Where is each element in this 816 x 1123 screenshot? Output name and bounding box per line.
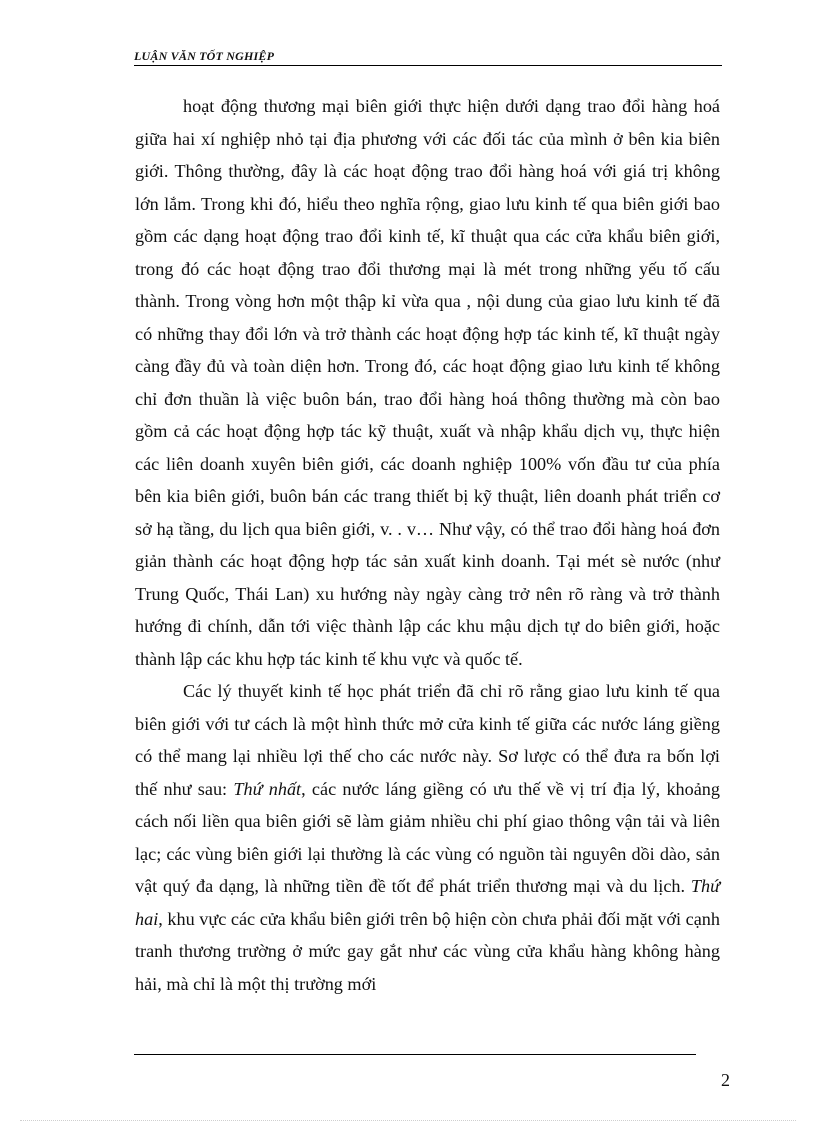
paragraph-text: , các nước láng giềng có ưu thế về vị trí địa lý, khoảng cách nối liền qua biên giới sẽ làm giảm nhiều chi phí giao thông vận tải và liên lạc; các vùng biên giới lại thường là các vùng có nguồn tài nguyên dồi dào, sản vật quý đa dạng, là những tiền đề tốt để phát triển thương mại và du lịch. <box>135 778 720 896</box>
page-edge-dotted-line <box>20 1120 796 1121</box>
footer-divider <box>134 1054 696 1055</box>
paragraph-2 <box>135 675 720 1000</box>
header-divider <box>134 65 722 66</box>
running-header: LUẬN VĂN TỐT NGHIỆP <box>134 49 275 63</box>
emphasis-first: Thứ nhất <box>233 778 302 799</box>
paragraph-1 <box>135 90 720 675</box>
emphasis-second: Thứ hai <box>135 876 720 929</box>
paragraph-text: Các lý thuyết kinh tế học phát triển đã chỉ rõ rằng giao lưu kinh tế qua biên giới với tư cách là một hình thức mở cửa kinh tế giữa các nước láng giềng có thể mang lại nhiều lợi thế cho các nước này. Sơ lược có thể đưa ra bốn lợi thế như sau: <box>135 681 720 799</box>
paragraph-text: hoạt động thương mại biên giới thực hiện dưới dạng trao đổi hàng hoá giữa hai xí nghiệp nhỏ tại địa phương với các đối tác của mình ở bên kia biên giới. Thông thường, đây là các hoạt động trao đổi hàng hoá với giá trị không lớn lắm. Trong khi đó, hiểu theo nghĩa rộng, giao lưu kinh tế qua biên giới bao gồm các dạng hoạt động trao đổi kinh tế, kĩ thuật qua các cửa khẩu biên giới, trong đó các hoạt động trao đổi thương mại là mét trong những yếu tố cấu thành. Trong vòng hơn một thập kỉ vừa qua , nội dung của giao lưu kinh tế đã có những thay đổi lớn và trở thành các hoạt động hợp tác kinh tế, kĩ thuật ngày càng đầy đủ và toàn diện hơn. Trong đó, các hoạt động giao lưu kinh tế không chỉ đơn thuần là việc buôn bán, trao đổi hàng hoá thông thường mà còn bao gồm cả các hoạt động hợp tác kỹ thuật, xuất và nhập khẩu dịch vụ, thực hiện các liên doanh xuyên biên giới, các doanh nghiệp 100% vốn đầu tư của phía bên kia biên giới, buôn bán các trang thiết bị kỹ thuật, liên doanh phát triển cơ sở hạ tầng, du lịch qua biên giới, v. . v… Như vậy, có thể trao đổi hàng hoá đơn giản thành các hoạt động hợp tác sản xuất kinh doanh. Tại mét sè nước (như Trung Quốc, Thái Lan) xu hướng này ngày càng trở nên rõ ràng và trở thành hướng đi chính, dẫn tới việc thành lập các khu mậu dịch tự do biên giới, hoặc thành lập các khu hợp tác kinh tế khu vực và quốc tế. <box>135 96 720 669</box>
document-body <box>135 90 720 1000</box>
paragraph-text: , khu vực các cửa khẩu biên giới trên bộ hiện còn chưa phải đối mặt với cạnh tranh thương trường ở mức gay gắt như các vùng cửa khẩu hàng không hàng hải, mà chỉ là một thị trường mới <box>135 908 720 994</box>
page-number: 2 <box>721 1070 730 1090</box>
